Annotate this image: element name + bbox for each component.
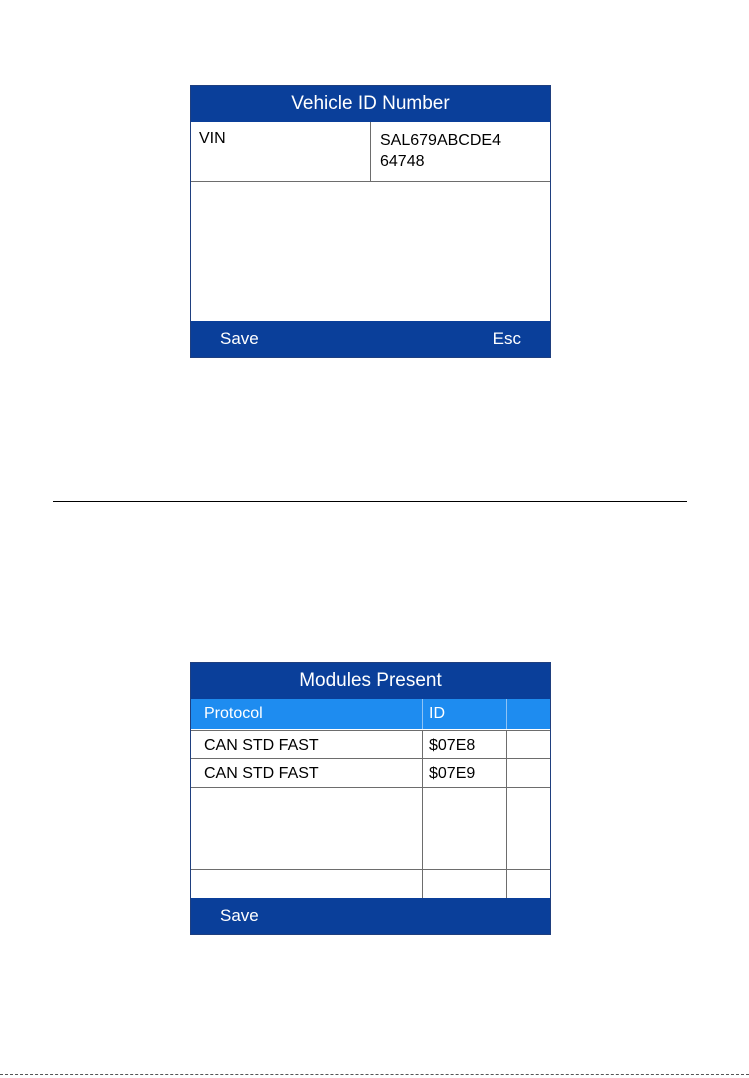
page-edge-line: [0, 1074, 749, 1075]
vin-value: [371, 122, 550, 181]
esc-button[interactable]: Esc: [492, 329, 521, 348]
vin-value-line2: 64748: [380, 153, 425, 170]
footer-bar: [191, 321, 550, 357]
id-cell: $07E8: [429, 737, 476, 754]
screen-title: Vehicle ID Number: [191, 86, 550, 122]
vehicle-id-screen: [190, 85, 551, 358]
footer-bar: [191, 898, 550, 934]
screen-title: Modules Present: [191, 663, 550, 699]
table-row-empty: [191, 788, 550, 870]
column-header-protocol: Protocol: [204, 705, 263, 722]
column-divider: [506, 699, 507, 729]
section-divider: [53, 501, 687, 502]
modules-present-screen: [190, 662, 551, 935]
column-divider: [422, 730, 423, 899]
save-button[interactable]: Save: [220, 906, 259, 925]
protocol-cell: CAN STD FAST: [204, 737, 319, 754]
protocol-cell: CAN STD FAST: [204, 765, 319, 782]
column-divider: [422, 699, 423, 729]
save-button[interactable]: Save: [220, 329, 259, 348]
vin-value-line1: SAL679ABCDE4: [380, 132, 501, 149]
id-cell: $07E9: [429, 765, 476, 782]
column-divider: [506, 730, 507, 899]
table-row[interactable]: [191, 730, 550, 759]
table-header: [191, 699, 550, 729]
table-row-empty: [191, 870, 550, 899]
vin-label: VIN: [191, 122, 371, 181]
vin-row[interactable]: [191, 122, 550, 182]
column-header-id: ID: [429, 705, 445, 722]
table-row[interactable]: [191, 759, 550, 788]
